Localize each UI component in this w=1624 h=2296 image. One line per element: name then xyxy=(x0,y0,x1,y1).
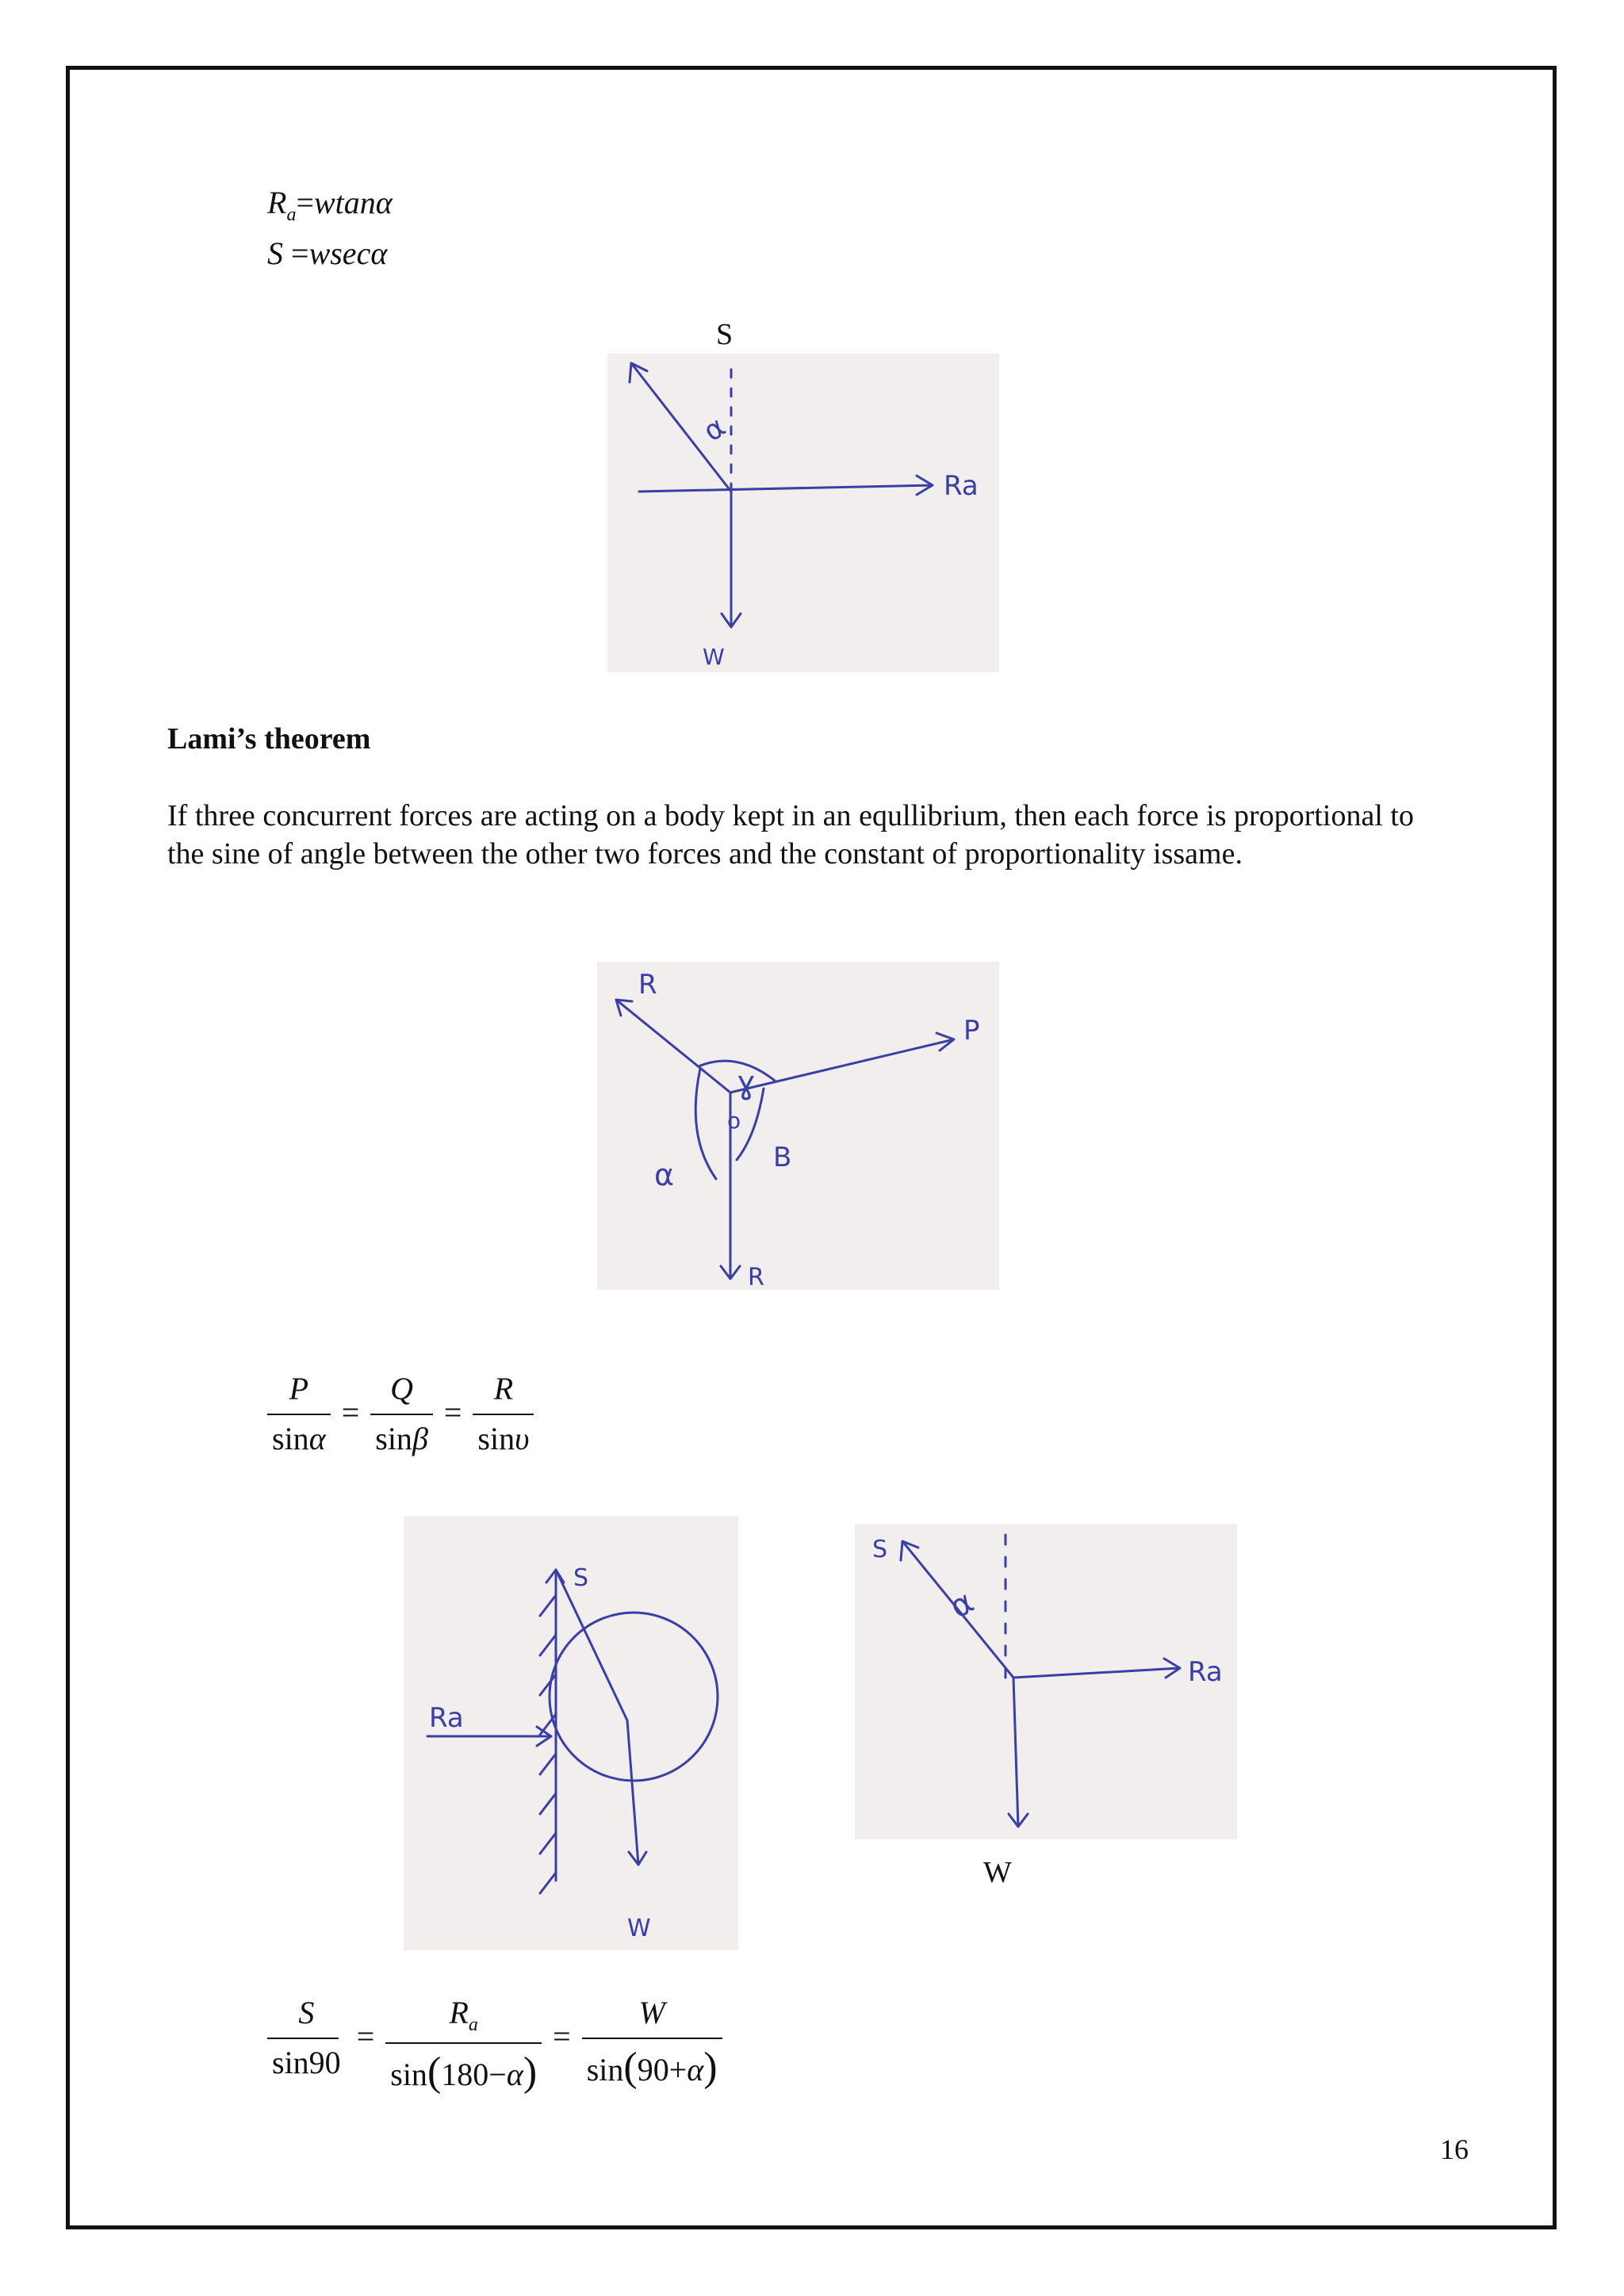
lami-equation: $\frac{P}{\sin\alpha}$ = $\frac{Q}{\sin\beta}$ = $\frac{R}{\sin\upsilon}$ xyxy=(267,1370,534,1457)
figure4-label-w: W xyxy=(983,1856,1012,1889)
arrow-ra xyxy=(1013,1659,1180,1678)
ink-w: W xyxy=(703,644,725,670)
figure1-force-diagram xyxy=(607,354,999,672)
wall-hatching xyxy=(540,1595,556,1893)
equation-ra: $R_a=wtan\alpha$ xyxy=(267,185,393,225)
ink-r-top: R xyxy=(638,969,657,1001)
ink-p: P xyxy=(963,1015,980,1047)
sphere xyxy=(550,1613,718,1781)
page-number: 16 xyxy=(1440,2133,1469,2165)
ink-alpha: α xyxy=(944,1583,980,1626)
figure1-label-s: S xyxy=(716,318,733,351)
ink-ra: Ra xyxy=(944,470,979,502)
ink-alpha: α xyxy=(654,1158,675,1192)
arrow-w xyxy=(627,1720,646,1865)
arrow-w xyxy=(1009,1678,1028,1827)
ink-alpha: α xyxy=(697,411,732,449)
ink-s: S xyxy=(573,1564,589,1592)
arc-alpha xyxy=(695,1069,716,1179)
ink-gamma: ɣ xyxy=(737,1065,756,1101)
section-heading: Lami’s theorem xyxy=(167,722,371,756)
ink-ra: Ra xyxy=(1188,1656,1223,1688)
arrow-r-top xyxy=(616,1000,730,1093)
ink-beta: B xyxy=(773,1142,792,1173)
final-equation: $\frac{S}{\sin 90}$ = $\frac{R_a}{\sin(180-\alpha)}$ = $\frac{W}{\sin(90+\alpha)}$ xyxy=(267,1994,722,2095)
arrow-ra xyxy=(639,476,933,495)
figure3-sphere-on-wall xyxy=(404,1516,738,1950)
ink-ra: Ra xyxy=(429,1702,464,1734)
ink-w: W xyxy=(627,1915,651,1942)
figure4-force-diagram xyxy=(855,1524,1237,1839)
equation-s: S =wsecα xyxy=(267,235,388,271)
ink-r-bottom: R xyxy=(748,1264,764,1290)
arrow-w xyxy=(722,492,741,627)
ink-o: o xyxy=(727,1108,741,1134)
arrow-p xyxy=(730,1033,954,1093)
section-paragraph: If three concurrent forces are acting on a body kept in an equllibrium, then each force is proportional to the sine of angle between the other two forces and the constant of proportionality issame. xyxy=(167,799,1414,871)
string-s xyxy=(546,1570,627,1720)
figure2-lami-diagram xyxy=(597,962,999,1290)
ink-s: S xyxy=(872,1536,888,1563)
